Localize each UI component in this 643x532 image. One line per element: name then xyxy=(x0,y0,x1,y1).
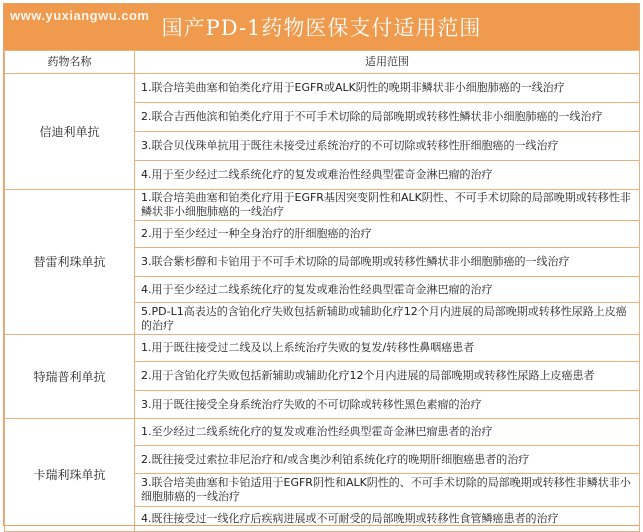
drug-name: 特瑞普利单抗 xyxy=(5,335,135,419)
indication: 3.用于既往接受全身系统治疗失败的不可切除或转移性黑色素瘤的治疗 xyxy=(135,391,640,419)
table-row xyxy=(5,74,640,103)
table-row xyxy=(5,419,640,446)
drug-name: 信迪利单抗 xyxy=(5,74,135,190)
drug-name: 卡瑞利珠单抗 xyxy=(5,419,135,532)
watermark: www.yuxiangwu.com xyxy=(10,8,150,23)
header-row xyxy=(5,51,640,74)
title-bar xyxy=(4,4,639,50)
indication: 1.至少经过二线系统化疗的复发或难治性经典型霍奇金淋巴瘤患者的治疗 xyxy=(135,419,640,446)
column-header-drug: 药物名称 xyxy=(5,51,135,74)
indication: 4.既往接受过一线化疗后疾病进展或不可耐受的局部晚期或转移性食管鳞癌患者的治疗 xyxy=(135,507,640,532)
table-frame xyxy=(3,3,640,526)
indication: 3.联合培美曲塞和卡铂适用于EGFR阴性和ALK阴性的、不可手术切除的局部晚期或转移性非鳞状非小细胞肺癌的一线治疗 xyxy=(135,474,640,507)
indication: 5.PD-L1高表达的含铂化疗失败包括新辅助或辅助化疗12个月内进展的局部晚期或转移性尿路上皮癌的治疗 xyxy=(135,303,640,335)
indication: 4.用于至少经过二线系统化疗的复发或难治性经典型霍奇金淋巴瘤的治疗 xyxy=(135,277,640,303)
table-row xyxy=(5,335,640,362)
drug-name: 替雷利珠单抗 xyxy=(5,190,135,335)
indication: 1.用于既往接受过二线及以上系统治疗失败的复发/转移性鼻咽癌患者 xyxy=(135,335,640,362)
table-row xyxy=(5,190,640,221)
indication: 2.既往接受过索拉非尼治疗和/或含奥沙利铂系统化疗的晚期肝细胞癌患者的治疗 xyxy=(135,446,640,474)
column-header-scope: 适用范围 xyxy=(135,51,640,74)
indication: 2.联合吉西他滨和铂类化疗用于不可手术切除的局部晚期或转移性鳞状非小细胞肺癌的一线治疗 xyxy=(135,103,640,132)
indication: 4.用于至少经过二线系统化疗的复发或难治性经典型霍奇金淋巴瘤的治疗 xyxy=(135,161,640,190)
indication: 2.用于含铂化疗失败包括新辅助或辅助化疗12个月内进展的局部晚期或转移性尿路上皮癌患者 xyxy=(135,362,640,391)
indication: 1.联合培美曲塞和铂类化疗用于EGFR或ALK阴性的晚期非鳞状非小细胞肺癌的一线治疗 xyxy=(135,74,640,103)
indication: 1.联合培美曲塞和铂类化疗用于EGFR基因突变阴性和ALK阴性、不可手术切除的局部晚期或转移性非鳞状非小细胞肺癌的一线治疗 xyxy=(135,190,640,221)
indication: 2.用于至少经过一种全身治疗的肝细胞癌的治疗 xyxy=(135,221,640,248)
indication: 3.联合贝伐珠单抗用于既往未接受过系统治疗的不可切除或转移性肝细胞癌的一线治疗 xyxy=(135,132,640,161)
page-title: 国产PD-1药物医保支付适用范围 xyxy=(161,16,482,40)
coverage-table xyxy=(4,50,640,532)
indication: 3.联合紫杉醇和卡铂用于不可手术切除的局部晚期或转移性鳞状非小细胞肺癌的一线治疗 xyxy=(135,248,640,277)
